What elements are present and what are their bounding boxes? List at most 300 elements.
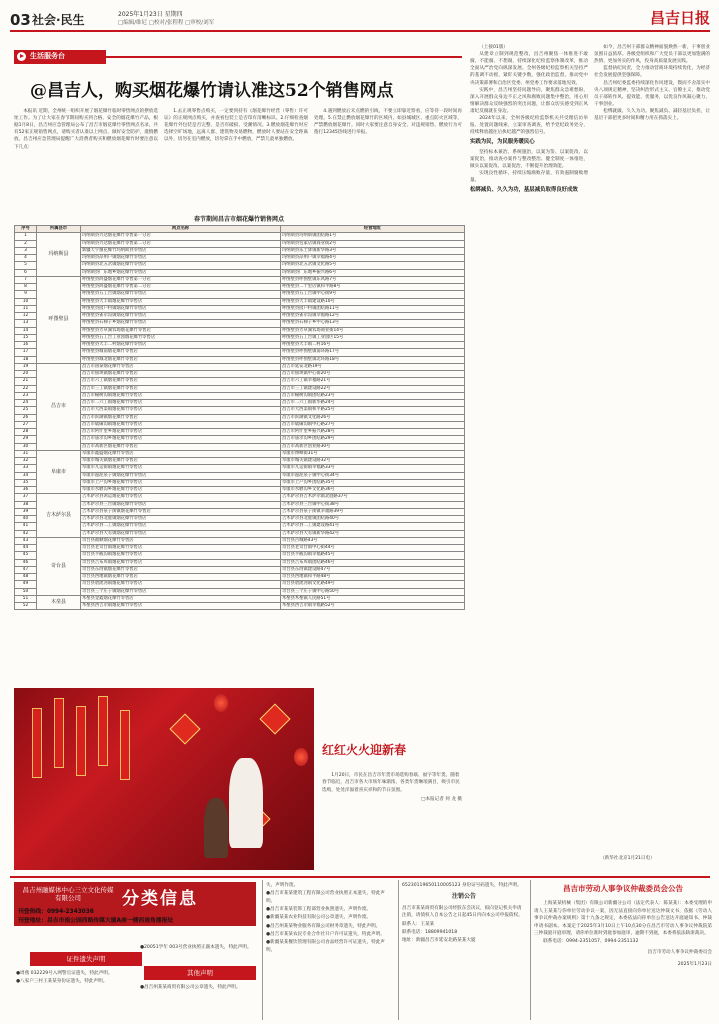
table-row xyxy=(15,516,465,523)
table-row xyxy=(15,247,465,254)
row-index: 10 xyxy=(15,298,37,305)
table-row xyxy=(15,284,465,291)
newspaper-logo: 昌吉日报 xyxy=(649,9,710,27)
outlet-name-cell: 呼图壁县五工台工业园烟花爆竹零售店 xyxy=(81,334,281,341)
caption-text: 1月20日，市民在昌吉市年货市场选购春联、福字等年货。随着春节临近，昌吉市各大市场年味渐浓，各类年货琳琅满目，吸引市民选购，处处洋溢着喜庆祥和的节日氛围。 xyxy=(322,773,460,793)
outlet-address-cell: 木垒县西吉尔镇幸福路52号 xyxy=(281,603,465,610)
ad-item: ●周燕 032229号入网警官证遗失，特此声明。 xyxy=(16,971,113,976)
row-index: 43 xyxy=(15,537,37,544)
ad-item: 65230119650110005123 身份证号码遗失，特此声明。 xyxy=(402,883,522,888)
ad-item: ●昌吉市某某建筑工程有限公司营业执照正本遗失，特此声明。 xyxy=(266,891,385,904)
ad-subheading: 注销公告 xyxy=(451,893,476,901)
row-index: 22 xyxy=(15,385,37,392)
row-index: 15 xyxy=(15,334,37,341)
outlet-name-cell: 昌吉市大西渠镇烟花爆竹零售店 xyxy=(81,407,281,414)
page-number: 03 xyxy=(10,11,31,29)
header-address: 经营地址 xyxy=(281,226,465,233)
photo-caption xyxy=(322,772,462,803)
outlet-address-cell: 呼图壁县芳草湖农场商业街14号 xyxy=(281,327,465,334)
outlet-name-cell: 呼图壁县大丰二村烟花爆竹零售店 xyxy=(81,342,281,349)
table-row xyxy=(15,305,465,312)
table-row xyxy=(15,559,465,566)
outlet-table-section xyxy=(14,216,464,664)
ad-item: ●八家户三村王某某身份证遗失，特此声明。 xyxy=(16,979,108,985)
outlet-address-cell: 昌吉市延安北路19号 xyxy=(281,363,465,370)
outlet-name-cell: 昌吉市高新区烟花爆竹零售店 xyxy=(81,443,281,450)
table-row xyxy=(15,414,465,421)
outlet-name-cell: 呼图壁县园户村镇烟花爆竹零售店 xyxy=(81,305,281,312)
outlet-address-cell: 玛纳斯县包家店镇商业街2号 xyxy=(281,240,465,247)
row-index: 40 xyxy=(15,516,37,523)
row-index: 37 xyxy=(15,494,37,501)
outlet-address-cell: 奇台县三个庄子镇中心路50号 xyxy=(281,588,465,595)
outlet-name-cell: 吉木萨尔县大有镇烟花爆竹零售店 xyxy=(81,530,281,537)
outlet-address-cell: 呼图壁县五工台镇工业园区15号 xyxy=(281,334,465,341)
child-figure xyxy=(204,798,228,858)
outlet-name-cell: 昌吉市滨湖镇烟花爆竹零售店 xyxy=(81,414,281,421)
ad-item: ●昌吉州某某物业服务有限公司财务章遗失，特此声明。 xyxy=(266,923,381,929)
header-county: 所属县市 xyxy=(37,226,81,233)
outlet-address-cell: 吉木萨尔县大有镇新华路42号 xyxy=(281,530,465,537)
article-subheading: 实践为民，为民服务暖民心 xyxy=(470,139,535,146)
row-index: 14 xyxy=(15,327,37,334)
outlet-address-cell: 玛纳斯县凉州户镇幸福路4号 xyxy=(281,255,465,262)
article-paragraph: 监督执纪问责，全力推动营商环境持续优化，为经济社会发展提供坚强保障。 xyxy=(594,66,710,79)
couplet-scroll xyxy=(98,696,108,766)
table-title: 春节期间昌吉市烟花爆竹销售网点 xyxy=(193,216,284,223)
row-index: 19 xyxy=(15,363,37,370)
outlet-address-cell: 阜康市上户沟乡团结路35号 xyxy=(281,479,465,486)
outlet-name-cell: 吉木萨尔县北庭镇烟花爆竹零售店 xyxy=(81,516,281,523)
ad-phone: 刊登热线：0994-2343036 xyxy=(18,909,94,915)
article-headline: @昌吉人，购买烟花爆竹请认准这52个销售网点 xyxy=(30,81,394,101)
row-index: 5 xyxy=(15,262,37,269)
outlet-name-cell: 玛纳斯县凉州户镇烟花爆竹零售店 xyxy=(81,255,281,262)
outlet-name-cell: 呼图壁县鸿盛烟花爆竹零售第一分店 xyxy=(81,276,281,283)
outlet-name-cell: 奇台县碧流河镇烟花爆竹零售店 xyxy=(81,581,281,588)
notice-text: 上海某某机械（集团）有限公司新疆分公司（法定代表人：陈某某）：本委受理的申请人王某某与你单位劳动争议一案，因无法直接向你单位送达仲裁文书，依据《劳动人事争议仲裁办案规则》第十九条之规定，本委依法向你单位公告送达开庭通知书、仲裁申请书副本。本案定于2025年3月10日上午10点30分在昌吉市劳动人事争议仲裁院第三仲裁庭开庭审理，请你单位准时到庭参加庭审，逾期不到庭，本委将依法缺席裁决。 xyxy=(534,901,712,937)
outlet-address-cell: 呼图壁县二十里店镇和平路8号 xyxy=(281,284,465,291)
outlet-name-cell: 昌吉市三工镇烟花爆竹零售店 xyxy=(81,385,281,392)
ads-divider xyxy=(10,876,710,878)
other-statement-list xyxy=(140,944,260,966)
intro-paragraph: 4.遇到燃放后未点燃的引线，不要立即靠近察看，应等待一段时间再处理。5.在禁止燃放烟花爆竹的区域内，如县城城区、重点防火区域等，严禁燃放烟花爆竹。同时大家要注意自身安全，对违规销售、燃放行为可拨打12345热线进行举报。 xyxy=(314,109,462,136)
outlet-name-cell: 吉木萨尔县鸿运烟花爆竹零售店 xyxy=(81,494,281,501)
outlet-name-cell: 玛纳斯县兴达烟花爆竹零售第一分店 xyxy=(81,233,281,240)
table-row xyxy=(15,458,465,465)
row-index: 34 xyxy=(15,472,37,479)
article-paragraph: 实现良性循环，持续压缩腐败存量，有效遏制腐败增量。 xyxy=(470,171,588,184)
outlet-name-cell: 昌吉市榆树沟镇烟花爆竹零售店 xyxy=(81,392,281,399)
table-row xyxy=(15,392,465,399)
ad-organization: 昌吉州融媒体中心三立文化传媒有限公司 xyxy=(22,886,114,903)
row-index: 23 xyxy=(15,392,37,399)
county-cell: 木垒县 xyxy=(37,595,81,610)
table-row xyxy=(15,356,465,363)
row-index: 20 xyxy=(15,371,37,378)
outlet-name-cell: 奇台县半截沟镇烟花爆竹零售店 xyxy=(81,552,281,559)
section-tag xyxy=(14,50,106,64)
outlet-name-cell: 昌吉市二六工镇烟花爆竹零售店 xyxy=(81,400,281,407)
fu-character-decoration xyxy=(259,703,290,734)
article-paragraph: 昌吉州纪委监委持续深化作风建设，锲而不舍落实中央八项规定精神，坚决纠治形式主义、官僚主义，推动党员干部转作风、提效能、优服务，以优良作风凝心聚力、干事创业。 xyxy=(594,80,710,107)
outlet-name-cell: 阜康市滋泥泉子镇烟花爆竹零售店 xyxy=(81,472,281,479)
table-row xyxy=(15,494,465,501)
outlet-address-cell: 奇台县西地镇和平路48号 xyxy=(281,574,465,581)
outlet-name-cell: 吉木萨尔县二工镇烟花爆竹零售店 xyxy=(81,523,281,530)
ad-item: ●20051学年 003号营业执照正副本遗失，特此声明。 xyxy=(140,945,252,950)
outlet-address-cell: 奇台县东湾镇建设路47号 xyxy=(281,566,465,573)
outlet-name-cell: 吉木萨尔县泉子街镇烟花爆竹零售店 xyxy=(81,508,281,515)
table-row xyxy=(15,450,465,457)
table-row xyxy=(15,342,465,349)
couplet-scroll xyxy=(32,708,42,778)
article-paragraph: 从建章立制到规范整改，昌吉州聚焦一体推进不敢腐、不能腐、不想腐，持续深化纪检监察体制改革，推动全面从严治党向纵深发展。全州各级纪检监察机关坚持严的基调不动摇，紧盯关键少数，强化政治监督，推动党中央决策部署和自治区党委、州党委工作要求落地见效。 xyxy=(470,52,588,86)
category-lost-certificates: 证件遗失声明 xyxy=(30,952,142,966)
classified-column-middle xyxy=(266,882,394,1020)
table-row xyxy=(15,255,465,262)
table-row xyxy=(15,523,465,530)
row-index: 48 xyxy=(15,574,37,581)
outlet-address-cell: 阜康市滋泥泉子镇中心街34号 xyxy=(281,472,465,479)
table-row xyxy=(15,595,465,602)
table-row xyxy=(15,313,465,320)
county-cell: 阜康市 xyxy=(37,450,81,494)
notice-date: 2025年1月23日 xyxy=(677,962,712,968)
row-index: 6 xyxy=(15,269,37,276)
row-index: 25 xyxy=(15,407,37,414)
header-index: 序号 xyxy=(15,226,37,233)
outlet-address-cell: 奇台县碧流河镇文化路49号 xyxy=(281,581,465,588)
article-subheading: 松绑减负、久久为功，基层减负取得良好成效 xyxy=(470,187,578,194)
outlet-name-cell: 奇台县吉布库镇烟花爆竹零售店 xyxy=(81,559,281,566)
row-index: 30 xyxy=(15,443,37,450)
outlet-address-cell: 阜康市城关镇建设路32号 xyxy=(281,458,465,465)
outlet-address-cell: 昌吉市佃坝镇中心街20号 xyxy=(281,371,465,378)
row-index: 11 xyxy=(15,305,37,312)
outlet-address-cell: 阜康市九运街镇幸福路33号 xyxy=(281,465,465,472)
issue-date: 2025年1月23日 星期四 xyxy=(118,11,183,18)
outlet-address-cell: 呼图壁县园户村镇团结路11号 xyxy=(281,305,465,312)
outlet-address-cell: 昌吉市硫磺沟镇中心路27号 xyxy=(281,421,465,428)
outlet-address-cell: 阜康市水磨沟乡文化路36号 xyxy=(281,487,465,494)
table-row xyxy=(15,291,465,298)
ad-item: ●新疆某某农业科技有限公司公章遗失，声明作废。 xyxy=(266,915,372,921)
intro-column-2 xyxy=(164,108,308,212)
article-paragraph: 松绑就做、久久为功。聚焦减负、减轻基层负担，让基层干部把更多时间和精力用在抓落实上。 xyxy=(594,108,710,122)
outlet-address-cell: 吉木萨尔县泉子街镇幸福路39号 xyxy=(281,508,465,515)
new-year-market-photo xyxy=(14,688,314,870)
outlet-name-cell: 呼图壁县芳草湖农场烟花爆竹零售店 xyxy=(81,327,281,334)
outlet-address-cell: 昌吉市六工镇幸福路21号 xyxy=(281,378,465,385)
editor-credits: □编辑/维尼 □校对/张程程 □审校/刘军 xyxy=(118,20,215,26)
outlet-address-cell: 奇台县吉布库镇团结路46号 xyxy=(281,559,465,566)
outlet-name-cell: 昌吉市阿什里乡烟花爆竹零售店 xyxy=(81,429,281,436)
outlet-name-cell: 呼图壁县鸿盛烟花爆竹零售第二分店 xyxy=(81,284,281,291)
table-row xyxy=(15,508,465,515)
outlet-name-cell: 木垒县西吉尔镇烟花爆竹零售店 xyxy=(81,603,281,610)
outlet-address-cell: 呼图壁县五工台镇中心街9号 xyxy=(281,291,465,298)
table-row xyxy=(15,233,465,240)
outlet-address-cell: 昌吉市三工镇建设路22号 xyxy=(281,385,465,392)
table-row xyxy=(15,537,465,544)
section-name: 社会·民生 xyxy=(32,13,85,27)
section-tag-label: 生活服务台 xyxy=(30,52,65,60)
table-row xyxy=(15,320,465,327)
outlet-name-cell: 呼图壁县五工台镇烟花爆竹零售店 xyxy=(81,291,281,298)
notice-signature: 昌吉市劳动人事争议仲裁委员会 xyxy=(647,950,712,956)
row-index: 50 xyxy=(15,588,37,595)
row-index: 29 xyxy=(15,436,37,443)
row-index: 42 xyxy=(15,530,37,537)
article-paragraph: （上接01版） xyxy=(479,45,509,50)
table-row xyxy=(15,574,465,581)
row-index: 41 xyxy=(15,523,37,530)
row-index: 52 xyxy=(15,603,37,610)
table-row xyxy=(15,472,465,479)
county-cell: 昌吉市 xyxy=(37,363,81,450)
county-cell: 玛纳斯县 xyxy=(37,233,81,277)
outlet-name-cell: 奇台县东湾镇烟花爆竹零售店 xyxy=(81,566,281,573)
article-source: （新华社北京1月21日电） xyxy=(600,856,655,861)
outlet-name-cell: 呼图壁县石梯子乡烟花爆竹零售店 xyxy=(81,320,281,327)
table-body xyxy=(15,233,465,610)
table-row xyxy=(15,276,465,283)
table-row xyxy=(15,588,465,595)
intro-paragraph: 1.去正规零售点购买，一定要到持有《烟花爆竹经营（零售）许可证》的正规网点购买，并查看包装上是否印有清晰标识。2.仔细检查烟花爆竹外包装是否完整、是否有破损、受潮情况。3.燃放烟花爆竹时应选择空旷场地，远离人群、建筑物及易燃物，燃放时人要站在安全距离以外，切勿在室内燃放，切勿拿在手中燃放，严禁儿童单独燃放。 xyxy=(164,109,308,143)
ad-item: ●昌吉州某某商贸有限公司公章遗失，特此声明。 xyxy=(140,985,241,990)
table-row xyxy=(15,530,465,537)
row-index: 13 xyxy=(15,320,37,327)
table-row xyxy=(15,479,465,486)
outlet-table xyxy=(14,225,465,610)
outlet-name-cell: 昌吉市国泰烟花爆竹零售店 xyxy=(81,363,281,370)
column-divider xyxy=(398,880,399,1020)
lantern xyxy=(294,748,308,766)
row-index: 21 xyxy=(15,378,37,385)
outlet-address-cell: 玛纳斯县广东地乡振兴路6号 xyxy=(281,269,465,276)
row-index: 2 xyxy=(15,240,37,247)
outlet-name-cell: 奇台县福顺烟花爆竹零售店 xyxy=(81,537,281,544)
row-index: 38 xyxy=(15,501,37,508)
row-index: 24 xyxy=(15,400,37,407)
play-icon xyxy=(17,52,26,61)
row-index: 3 xyxy=(15,247,37,254)
outlet-address-cell: 呼图壁县呼图壁镇北环路18号 xyxy=(281,356,465,363)
table-row xyxy=(15,429,465,436)
row-index: 47 xyxy=(15,566,37,573)
outlet-address-cell: 昌吉市大西渠镇和平路25号 xyxy=(281,407,465,414)
row-index: 1 xyxy=(15,233,37,240)
outlet-name-cell: 奇台县老奇台镇烟花爆竹零售店 xyxy=(81,545,281,552)
table-row xyxy=(15,465,465,472)
classified-column-right xyxy=(402,882,526,1020)
outlet-address-cell: 呼图壁县大丰镇二村16号 xyxy=(281,342,465,349)
table-row xyxy=(15,566,465,573)
table-row xyxy=(15,385,465,392)
outlet-address-cell: 吉木萨尔县二工镇建设路41号 xyxy=(281,523,465,530)
outlet-address-cell: 昌吉市二六工镇新华路24号 xyxy=(281,400,465,407)
row-index: 12 xyxy=(15,313,37,320)
outlet-address-cell: 吉木萨尔县北庭镇团结路40号 xyxy=(281,516,465,523)
lost-certificate-list xyxy=(16,970,136,1020)
outlet-name-cell: 昌吉市硫磺沟镇烟花爆竹零售店 xyxy=(81,421,281,428)
outlet-name-cell: 奇台县西地镇烟花爆竹零售店 xyxy=(81,574,281,581)
header-outlet-name: 网点名称 xyxy=(81,226,281,233)
table-row xyxy=(15,327,465,334)
outlet-address-cell: 呼图壁县大丰镇建设路10号 xyxy=(281,298,465,305)
outlet-address-cell: 玛纳斯县乐土驿镇新华路3号 xyxy=(281,247,465,254)
row-index: 28 xyxy=(15,429,37,436)
arbitration-notice-title: 昌吉市劳动人事争议仲裁委员会公告 xyxy=(563,884,683,893)
table-row xyxy=(15,436,465,443)
table-row xyxy=(15,545,465,552)
section-rule xyxy=(106,56,462,58)
table-row xyxy=(15,240,465,247)
ad-item: 昌吉市某某商贸有限公司经股东会决议，拟向登记机关申请注销，请债权人自本公告之日起45日内向本公司申报债权。 xyxy=(402,905,523,919)
article-paragraph: 实践中，昌吉州坚持问题导向，聚焦群众急难愁盼，深入开展群众身边不正之风和腐败问题集中整治，用心用情解决群众反映强烈的突出问题，让群众切实感受到正风肃纪反腐就在身边。 xyxy=(470,87,588,114)
ad-item: 地址：新疆昌吉市延安北路某某大厦 xyxy=(402,938,476,944)
outlet-address-cell: 奇台县老奇台镇中心街44号 xyxy=(281,545,465,552)
row-index: 51 xyxy=(15,595,37,602)
outlet-name-cell: 呼图壁县大丰镇烟花爆竹零售店 xyxy=(81,298,281,305)
arbitration-notice-body xyxy=(534,900,712,969)
outlet-address-cell: 呼图壁县呼图壁镇南环路17号 xyxy=(281,349,465,356)
table-row xyxy=(15,298,465,305)
outlet-address-cell: 呼图壁县呼图壁镇东风路7号 xyxy=(281,276,465,283)
outlet-address-cell: 呼图壁县石梯子乡中心路13号 xyxy=(281,320,465,327)
outlet-name-cell: 阜康市上户沟乡烟花爆竹零售店 xyxy=(81,479,281,486)
table-row xyxy=(15,334,465,341)
table-header-row xyxy=(15,226,465,233)
outlet-name-cell: 呼图壁县城北烟花爆竹零售店 xyxy=(81,356,281,363)
table-row xyxy=(15,371,465,378)
outlet-name-cell: 阜康市城关镇烟花爆竹零售店 xyxy=(81,458,281,465)
photo-credit: □本报记者 何 龙 摄 xyxy=(421,797,462,803)
row-index: 49 xyxy=(15,581,37,588)
intro-column-1 xyxy=(14,108,158,212)
outlet-name-cell: 玛纳斯县北五岔镇烟花爆竹零售店 xyxy=(81,262,281,269)
county-cell: 奇台县 xyxy=(37,537,81,595)
table-row xyxy=(15,349,465,356)
other-statement-list-2 xyxy=(140,984,260,1020)
table-row xyxy=(15,581,465,588)
outlet-name-cell: 昌吉市庙尔沟乡烟花爆竹零售店 xyxy=(81,436,281,443)
row-index: 46 xyxy=(15,559,37,566)
county-cell: 吉木萨尔县 xyxy=(37,494,81,538)
outlet-name-cell: 新疆天宇烟花爆竹玛纳斯县零售店 xyxy=(81,247,281,254)
right-article-column-1 xyxy=(470,44,588,874)
row-index: 36 xyxy=(15,487,37,494)
category-other-statements: 其他声明 xyxy=(144,966,256,980)
row-index: 27 xyxy=(15,421,37,428)
table-row xyxy=(15,552,465,559)
row-index: 33 xyxy=(15,465,37,472)
couplet-scroll xyxy=(54,698,64,768)
row-index: 44 xyxy=(15,545,37,552)
article-paragraph: 坚持标本兼治、系统施治，以案为鉴、以案促改、以案促治，推动查办案件与整改整治、健全制度一体推进，做实以案促改、以案促治，不断提升治理效能。 xyxy=(470,149,588,170)
row-index: 9 xyxy=(15,291,37,298)
article-paragraph: 如今，昌吉州干部群众精神面貌焕然一新，干事创业氛围日益浓厚。各级党组织和广大党员干部以更加饱满的热情、更加务实的作风，投身高质量发展实践。 xyxy=(594,45,710,65)
fu-character-decoration xyxy=(169,713,200,744)
outlet-address-cell: 吉木萨尔县吉木萨尔镇北庭路37号 xyxy=(281,494,465,501)
table-row xyxy=(15,269,465,276)
couplet-scroll xyxy=(120,710,130,780)
outlet-address-cell: 玛纳斯县玛纳斯镇团结路1号 xyxy=(281,233,465,240)
intro-column-3 xyxy=(314,108,462,212)
table-row xyxy=(15,501,465,508)
row-index: 31 xyxy=(15,450,37,457)
masthead xyxy=(10,8,710,32)
outlet-address-cell: 奇台县古城路43号 xyxy=(281,537,465,544)
outlet-address-cell: 昌吉市高新区创业路30号 xyxy=(281,443,465,450)
classified-title: 分类信息 xyxy=(122,889,198,909)
ad-item: 失，声明作废。 xyxy=(266,883,299,888)
outlet-name-cell: 玛纳斯县兴达烟花爆竹零售第二分店 xyxy=(81,240,281,247)
row-index: 18 xyxy=(15,356,37,363)
outlet-address-cell: 玛纳斯县北五岔镇文化路5号 xyxy=(281,262,465,269)
table-row xyxy=(15,407,465,414)
row-index: 17 xyxy=(15,349,37,356)
outlet-address-cell: 呼图壁县雀尔沟镇幸福路12号 xyxy=(281,313,465,320)
row-index: 26 xyxy=(15,414,37,421)
outlet-address-cell: 昌吉市庙尔沟乡团结路29号 xyxy=(281,436,465,443)
notice-contact: 联系电话：0994-2351057、0994-2351132 xyxy=(543,938,639,944)
article-paragraph: 2024年以来，全州各级纪检监察机关共受理信访举报、处置问题线索，立案审查调查，给予党纪政务处分，持续释放越往后执纪越严的强烈信号。 xyxy=(470,116,588,136)
outlet-address-cell: 奇台县半截沟镇幸福路45号 xyxy=(281,552,465,559)
column-divider xyxy=(262,880,263,1020)
table-row xyxy=(15,262,465,269)
outlet-name-cell: 玛纳斯县广东地乡烟花爆竹零售店 xyxy=(81,269,281,276)
row-index: 7 xyxy=(15,276,37,283)
table-row xyxy=(15,421,465,428)
outlet-address-cell: 吉木萨尔县三台镇中心街38号 xyxy=(281,501,465,508)
ad-item: ●昌吉市某某装饰工程部营业执照遗失，声明作废。 xyxy=(266,907,372,913)
outlet-address-cell: 昌吉市阿什里乡振兴路28号 xyxy=(281,429,465,436)
ad-contact xyxy=(18,908,173,927)
ad-address: 刊登地址：昌吉市南公园西路传媒大厦A座一楼西南角鼎报处 xyxy=(18,918,174,925)
row-index: 45 xyxy=(15,552,37,559)
table-row xyxy=(15,378,465,385)
row-index: 8 xyxy=(15,284,37,291)
outlet-name-cell: 呼图壁县雀尔沟镇烟花爆竹零售店 xyxy=(81,313,281,320)
outlet-name-cell: 昌吉市六工镇烟花爆竹零售店 xyxy=(81,378,281,385)
ad-item: 联系电话：18809941018 xyxy=(402,929,458,935)
row-index: 4 xyxy=(15,255,37,262)
ad-item: 联系人：王某某 xyxy=(402,921,435,927)
outlet-name-cell: 阜康市水磨沟乡烟花爆竹零售店 xyxy=(81,487,281,494)
shopper-figure xyxy=(229,758,263,848)
outlet-name-cell: 木垒县金鑫烟花爆竹零售店 xyxy=(81,595,281,602)
photo-title: 红红火火迎新春 xyxy=(322,743,407,757)
outlet-name-cell: 呼图壁县城南烟花爆竹零售店 xyxy=(81,349,281,356)
table-row xyxy=(15,487,465,494)
outlet-address-cell: 昌吉市滨湖镇文化路26号 xyxy=(281,414,465,421)
couplet-scroll xyxy=(76,706,86,776)
table-row xyxy=(15,400,465,407)
outlet-name-cell: 阜康市九运街镇烟花爆竹零售店 xyxy=(81,465,281,472)
county-cell: 呼图壁县 xyxy=(37,276,81,363)
outlet-address-cell: 昌吉市榆树沟镇团结路23号 xyxy=(281,392,465,399)
outlet-address-cell: 阜康市博峰街31号 xyxy=(281,450,465,457)
lantern xyxy=(214,694,228,712)
row-index: 16 xyxy=(15,342,37,349)
intro-paragraph: 本报讯 近期，全州统一组织开展了烟花爆竹临时零售网点的摆放选址工作。为了让大家在春节期间购买到合格、安全的烟花爆竹产品，根据1月8日，昌吉州应急管理局公布了昌吉市烟花爆竹零售网点名录，共有52家正规销售网点，请购买者认准以上网点，做好安全防护，谨慎燃放。昌吉州应急管理局提醒广大消费者购买和燃放烟花爆竹时要注意以下几点： xyxy=(14,109,158,150)
row-index: 39 xyxy=(15,508,37,515)
outlet-name-cell: 昌吉市佃坝镇烟花爆竹零售店 xyxy=(81,371,281,378)
ad-item: ●昌吉市某某农民专业合作社开户许可证遗失，特此声明。 xyxy=(266,932,385,938)
outlet-name-cell: 奇台县三个庄子镇烟花爆竹零售店 xyxy=(81,588,281,595)
